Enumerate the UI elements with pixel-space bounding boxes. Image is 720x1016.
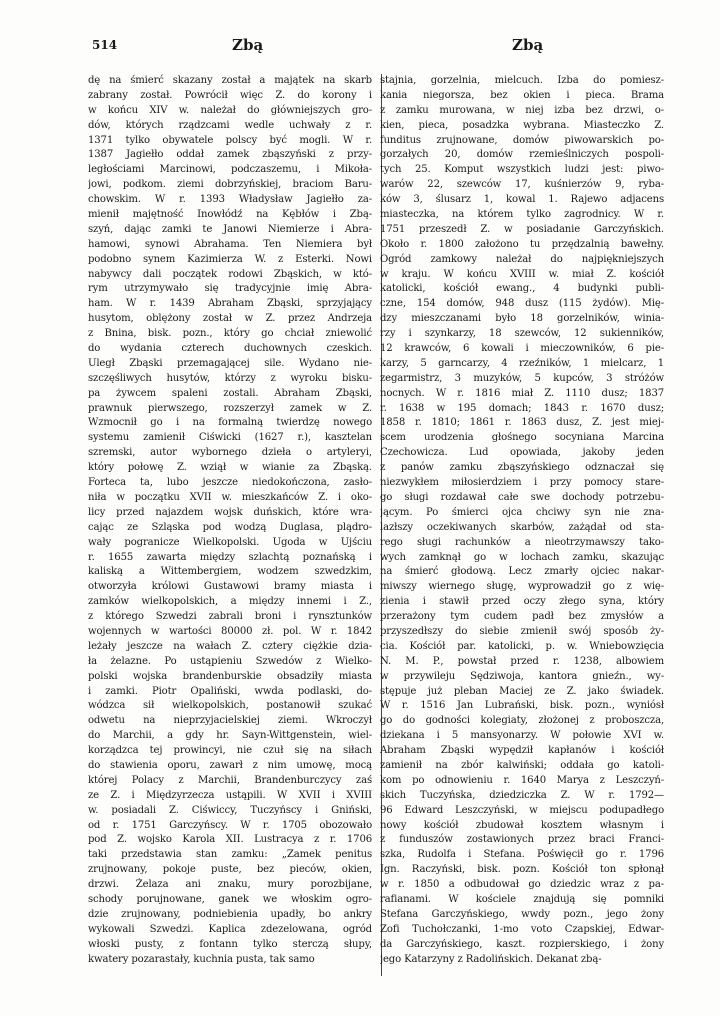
text-line: przerażony tym cudem padł bez zmysłów a — [380, 611, 664, 623]
text-line: 1371 tylko obywatele polscy być mogli. W r. — [88, 134, 372, 146]
text-line: jowi, podkom. ziemi dobrzyńskiej, braciom Baru- — [88, 179, 372, 191]
text-line: tych 25. Komput wszystkich ludzi jest: piwo- — [380, 164, 664, 176]
text-line: rafianami. W kościele znajdują się pomniki — [380, 893, 664, 905]
text-line: nabywcy dali początek rodowi Zbąskich, w któ- — [88, 268, 372, 280]
text-line: z zamku murowana, w niej izba bez drzwi, o- — [380, 104, 664, 116]
text-line: Czechowicza. Lud opowiada, jakoby jeden — [380, 447, 664, 459]
text-line: zienia i stawił przed oczy złego syna, który — [380, 596, 664, 608]
text-line: nowy kościół zbudował kosztem własnym i — [380, 819, 664, 831]
text-line: w końcu XIV w. należał do główniejszych gro- — [88, 104, 372, 116]
left-column — [88, 74, 372, 967]
text-line: jego Katarzyny z Radolińskich. Dekanat zbą- — [380, 953, 602, 965]
text-line: ham. W r. 1439 Abraham Zbąski, sprzyjający — [88, 298, 372, 310]
text-line: 96 Edward Leszczyński, w miejscu podupadłego — [380, 804, 664, 816]
text-line: da Garczyńskiego, kaszt. rozpierskiego, i żony — [380, 938, 664, 950]
text-line: prawnuk pierwszego, rozszerzył zamek w Z. — [88, 402, 372, 414]
text-line: Ogród zamkowy należał do najpiękniejszych — [380, 253, 664, 265]
text-line: dzie zrujnowany, podniebienia upadły, bo ankry — [88, 908, 372, 920]
text-line: której Polacy z Marchii, Brandenburczycy zaś — [88, 774, 372, 786]
text-line: stajnia, gorzelnia, mielcuch. Izba do pomiesz- — [380, 75, 664, 86]
text-line: dów, których rządzcami wedle uchwały z r. — [88, 119, 372, 131]
text-line: otworzyła królowi Gustawowi bramy miasta i — [88, 581, 372, 593]
text-line: skich Tuczyńska, dziedziczka Z. W r. 1792— — [380, 789, 664, 801]
text-line: dziekana i 5 mansyonarzy. W połowie XVI w. — [380, 730, 664, 742]
text-line: leżały jeszcze na wałach Z. cztery ciężkie dzia- — [88, 640, 372, 652]
text-line: do Marchii, a gdy hr. Sayn-Wittgenstein, wiel- — [88, 730, 372, 742]
text-line: rym utrzymywało się tradycyjnie imię Abra- — [88, 283, 372, 295]
text-line: ła żelazne. Po ustąpieniu Szwedów z Wielko- — [88, 655, 372, 667]
text-line: na śmierć głodową. Lecz zmarły ojciec nakar- — [380, 566, 664, 578]
text-line: N. M. P., powstał przed r. 1238, albowiem — [380, 655, 664, 667]
text-line: funditus zrujnowane, domów piwowarskich po- — [380, 134, 664, 146]
text-line: miwszy wiernego sługę, wyprowadził go z wię- — [380, 581, 664, 593]
text-columns — [88, 74, 666, 974]
text-line: odwetu na nieprzyjacielskiej ziemi. Wkroczył — [88, 715, 372, 727]
text-line: 1858 r. 1810; 1861 r. 1863 dusz, Z. jest miej- — [380, 417, 664, 429]
text-line: i zamki. Piotr Opaliński, wwda podlaski, do- — [88, 685, 372, 697]
text-line: 1387 Jagiełło oddał zamek zbąszyński z przy- — [88, 149, 372, 161]
text-line: zegarmistrz, 3 muzyków, 5 kupców, 3 stróżów — [380, 372, 664, 384]
text-line: szremski, autor wybornego dzieła o artyleryi, — [88, 447, 372, 459]
text-line: systemu zamienił Ciświcki (1627 r.), kasztelan — [88, 432, 372, 444]
text-line: ze Z. i Międzyrzecza ustąpili. W XVII i XVIII — [88, 789, 372, 801]
text-line: niła w początku XVII w. mieszkańców Z. i oko- — [88, 491, 372, 503]
text-line: w r. 1850 a odbudował go dziedzic wraz z pa- — [380, 879, 664, 891]
text-line: r. 1638 w 195 domach; 1843 r. 1670 dusz; — [380, 402, 664, 414]
text-line: Stefana Garczyńskiego, wwdy pozn., jego żony — [380, 908, 664, 920]
text-line: w kraju. W końcu XVIII w. miał Z. kościół — [380, 268, 664, 280]
page-number: 514 — [92, 38, 118, 52]
running-head-left: Zbą — [232, 36, 264, 54]
text-line: Zofi Tuchołczanki, 1-mo voto Czapskiej, Edwar- — [380, 923, 664, 935]
text-line: z którego Szwedzi zabrali broni i rynsztunków — [88, 611, 372, 623]
text-line: Ign. Raczyński, bisk. pozn. Kościół ton spłonął — [380, 864, 664, 876]
text-line: w. posiadali Z. Ciświccy, Tuczyńscy i Gniński, — [88, 804, 372, 816]
text-line: zabrany został. Powrócił więc Z. do korony i — [88, 89, 372, 101]
text-line: korządzca tej prowincyi, nie czuł się na siłach — [88, 745, 372, 757]
text-line: Abraham Zbąski wypędził kapłanów i kościół — [380, 745, 664, 757]
text-line: wykowali Szwedzi. Kaplica zdezelowana, ogród — [88, 923, 372, 935]
text-line: szyń, dając zamki te Janowi Niemierze i Abra- — [88, 223, 372, 235]
text-line: stępuje już pleban Maciej ze Z. jako świadek. — [380, 685, 664, 697]
text-line: kom po odnowieniu r. 1640 Marya z Leszczyń- — [380, 774, 664, 786]
text-line: który połowę Z. wziął w wianie za Zbąską. — [88, 462, 372, 474]
text-line: husytom, oblężony został w Z. przez Andrzeja — [88, 313, 372, 325]
text-line: zamienił na zbór kalwiński; oddała go katoli- — [380, 759, 664, 771]
text-line: hamowi, synowi Abrahama. Ten Niemiera był — [88, 238, 372, 250]
text-line: scem urodzenia głośnego socyniana Marcina — [380, 432, 664, 444]
text-line: Uległ Zbąski przemagającej sile. Wydano nie- — [88, 357, 372, 369]
text-line: pa żywcem spaleni zostali. Abraham Zbąski, — [88, 387, 372, 399]
text-line: pod Z. wojsko Karola XII. Lustracya z r. 1706 — [88, 834, 372, 846]
text-line: z funduszów zostawionych przez braci Franci- — [380, 834, 664, 846]
text-line: warów 22, szewców 17, kuśnierzów 9, ryba- — [380, 179, 664, 191]
text-line: r. 1655 zawarta między szlachtą poznańską i — [88, 551, 372, 563]
text-line: W r. 1516 Jan Lubrański, bisk. pozn., wyniósł — [380, 700, 664, 712]
text-line: mienił majętność Inowłódź na Kębłów i Zbą- — [88, 209, 372, 221]
text-line: wych zamknął go w lochach zamku, skazując — [380, 551, 664, 563]
right-column — [380, 74, 664, 967]
text-line: go sługi rozdawał całe swe dochody potrzebu- — [380, 491, 664, 503]
text-line: kwatery pozarastały, kuchnia pusta, tak samo — [88, 953, 315, 965]
text-line: szczęśliwych husytów, którzy z wyroku bisku- — [88, 372, 372, 384]
text-line: ków 3, ślusarz 1, kowal 1. Rajewo adjacens — [380, 194, 664, 206]
text-line: taki przedstawia stan zamku: „Zamek penitus — [88, 849, 372, 861]
text-line: z Bnina, bisk. pozn., który go chciał zniewolić — [88, 328, 372, 340]
text-line: Około r. 1800 założono tu przędzalnią bawełny. — [380, 238, 664, 250]
text-line: licy przed najazdem wojsk duńskich, które wra- — [88, 506, 372, 518]
text-line: 12 krawców, 6 kowali i mieczowników, 6 pie- — [380, 343, 664, 355]
text-line: cając ze Szląska pod wodzą Duglasa, plądro- — [88, 521, 372, 533]
text-line: kaliską a Wittembergiem, wodzem szwedzkim, — [88, 566, 372, 578]
text-line: w przywileju Sędziwoja, kantora gnieźn., wy- — [380, 670, 664, 682]
text-line: od r. 1751 Garczyńscy. W r. 1705 obozowało — [88, 819, 372, 831]
text-line: kien, pieca, posadzka wybrana. Miasteczko Z. — [380, 119, 664, 131]
text-line: Wzmocnił go i na formalną twierdzę nowego — [88, 417, 372, 429]
text-line: karzy, 5 garncarzy, 4 rzeźników, 1 mielcarz, 1 — [380, 357, 664, 369]
text-line: wały pogranicze Wielkopolski. Ugoda w Ujściu — [88, 536, 372, 548]
text-line: rzy i szynkarzy, 18 szewców, 12 sukienników, — [380, 328, 664, 340]
text-line: nocnych. W r. 1816 miał Z. 1110 dusz; 1837 — [380, 387, 664, 399]
text-line: dę na śmierć skazany został a majątek na skarb — [88, 75, 372, 86]
running-head-right: Zbą — [512, 36, 544, 54]
text-line: rego sługi rachunków a nieotrzymawszy tako- — [380, 536, 664, 548]
text-line: miasteczka, na którem tylko zagrodnicy. W r. — [380, 209, 664, 221]
text-line: gorzałych 20, domów rzemieślniczych pospoli- — [380, 149, 664, 161]
text-line: drzwi. Żelaza ani znaku, mury porozbijane, — [88, 879, 372, 891]
text-line: zamków wielkopolskich, a między innemi i Z., — [88, 596, 372, 608]
text-line: chowskim. W r. 1393 Władysław Jagiełło za- — [88, 194, 372, 206]
text-line: włoski pusty, z fontann tylko sterczą słupy, — [88, 938, 372, 950]
text-line: polski wojska brandenburskie obsadziły miasta — [88, 670, 372, 682]
text-line: 1751 przeszedł Z. w posiadanie Garczyńskich. — [380, 223, 664, 235]
text-line: Forteca ta, lubo jeszcze niedokończona, zasło- — [88, 477, 372, 489]
text-line: zrujnowany, pokoje puste, bez pieców, okien, — [88, 864, 372, 876]
text-line: jącym. Po śmierci ojca chciwy syn nie zna- — [380, 506, 664, 518]
text-line: lazłszy oczekiwanych skarbów, zażądał od sta- — [380, 521, 664, 533]
text-line: dzy mieszczanami było 18 gorzelników, winia- — [380, 313, 664, 325]
text-line: kania niegorsza, bez okien i pieca. Brama — [380, 89, 664, 101]
text-line: szka, Rudolfa i Stefana. Poświęcił go r. 1796 — [380, 849, 664, 861]
text-line: katolicki, kościół ewang., 4 budynki publi- — [380, 283, 664, 295]
text-line: przyszedłszy do siebie zmienił swój sposób ży- — [380, 625, 664, 637]
text-line: ległościami Marcinowi, podczaszemu, i Mikoła- — [88, 164, 372, 176]
text-line: do wydania czterech duchownych czeskich. — [88, 343, 372, 355]
text-line: z panów zamku zbąszyńskiego odznaczał się — [380, 462, 664, 474]
text-line: podobno synem Kazimierza W. z Esterki. Nowi — [88, 253, 372, 265]
text-line: go do godności kolegiaty, złożonej z proboszcza, — [380, 715, 664, 727]
text-line: wojennych w wartości 80000 zł. pol. W r. 1842 — [88, 625, 372, 637]
text-line: niezwykłem miłosierdziem i przy pomocy stare- — [380, 477, 664, 489]
text-line: wódzca sił wielkopolskich, postanowił szukać — [88, 700, 372, 712]
text-line: czne, 154 domów, 948 dusz (115 żydów). Mię- — [380, 298, 664, 310]
running-header — [92, 38, 662, 60]
text-line: cia. Kościół par. katolicki, p. w. Wniebowzięcia — [380, 640, 664, 652]
text-line: schody porujnowane, ganek we włoskim ogro- — [88, 893, 372, 905]
text-line: do stawienia oporu, zawarł z nim umowę, mocą — [88, 759, 372, 771]
